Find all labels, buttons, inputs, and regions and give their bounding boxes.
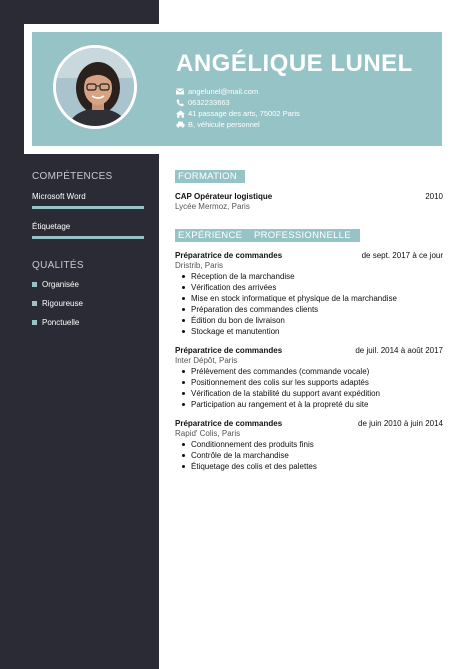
job-date: de juin 2010 à juin 2014 <box>358 419 443 428</box>
job-entry <box>175 419 443 472</box>
quality-label: Rigoureuse <box>42 299 83 308</box>
quality-label: Organisée <box>42 280 79 289</box>
job-company: Inter Dépôt, Paris <box>175 356 238 365</box>
job-date: de juil. 2014 à août 2017 <box>355 346 443 355</box>
contact-address-text: 41 passage des arts, 75002 Paris <box>188 109 300 118</box>
envelope-icon <box>176 88 186 95</box>
formation-heading: FORMATION <box>175 170 245 183</box>
task-item: Contrôle de la marchandise <box>175 450 443 461</box>
job-entry <box>175 346 443 410</box>
qualities-title: QUALITÉS <box>32 260 84 271</box>
formation-place: Lycée Mermoz, Paris <box>175 202 250 211</box>
task-item: Mise en stock informatique et physique de la marchandise <box>175 293 443 304</box>
skill-bar <box>32 206 144 209</box>
task-list <box>175 439 443 472</box>
phone-icon <box>176 99 186 107</box>
quality-item <box>32 318 79 327</box>
experience-heading: EXPÉRIENCE PROFESSIONNELLE <box>175 229 360 242</box>
contact-email-text: angelunel@mail.com <box>188 87 259 96</box>
task-item: Conditionnement des produits finis <box>175 439 443 450</box>
job-entry <box>175 251 443 337</box>
formation-title: CAP Opérateur logistique <box>175 192 273 201</box>
task-item: Stockage et manutention <box>175 326 443 337</box>
task-item: Vérification des arrivées <box>175 282 443 293</box>
skill-bar-fill <box>32 206 144 209</box>
contact-phone <box>176 98 230 107</box>
candidate-name: ANGÉLIQUE LUNEL <box>176 50 413 77</box>
task-item: Édition du bon de livraison <box>175 315 443 326</box>
task-item: Vérification de la stabilité du support avant expédition <box>175 388 443 399</box>
formation-item <box>175 192 443 211</box>
task-list <box>175 366 443 410</box>
task-item: Positionnement des colis sur les supports adaptés <box>175 377 443 388</box>
skill-bar <box>32 236 144 239</box>
task-item: Étiquetage des colis et des palettes <box>175 461 443 472</box>
bullet-square-icon <box>32 320 37 325</box>
contact-license-text: B, véhicule personnel <box>188 120 260 129</box>
job-title: Préparatrice de commandes <box>175 251 283 260</box>
quality-item <box>32 299 83 308</box>
task-list <box>175 271 443 337</box>
contact-email <box>176 87 258 96</box>
task-item: Réception de la marchandise <box>175 271 443 282</box>
skill-label: Microsoft Word <box>32 192 86 201</box>
job-date: de sept. 2017 à ce jour <box>361 251 443 260</box>
task-item: Participation au rangement et à la propreté du site <box>175 399 443 410</box>
task-item: Prélèvement des commandes (commande vocale) <box>175 366 443 377</box>
contact-address <box>176 109 300 118</box>
formation-date: 2010 <box>425 192 443 201</box>
skills-title: COMPÉTENCES <box>32 171 113 182</box>
job-title: Préparatrice de commandes <box>175 346 283 355</box>
contact-license <box>176 120 260 129</box>
quality-label: Ponctuelle <box>42 318 80 327</box>
skill-label: Étiquetage <box>32 222 71 231</box>
bullet-square-icon <box>32 282 37 287</box>
car-icon <box>176 121 186 128</box>
bullet-square-icon <box>32 301 37 306</box>
task-item: Préparation des commandes clients <box>175 304 443 315</box>
profile-photo <box>53 45 137 129</box>
home-icon <box>176 110 186 118</box>
job-title: Préparatrice de commandes <box>175 419 283 428</box>
contact-phone-text: 0632233663 <box>188 98 230 107</box>
quality-item <box>32 280 79 289</box>
job-company: Rapid' Colis, Paris <box>175 429 241 438</box>
job-company: Dristrib, Paris <box>175 261 224 270</box>
skill-bar-fill <box>32 236 144 239</box>
